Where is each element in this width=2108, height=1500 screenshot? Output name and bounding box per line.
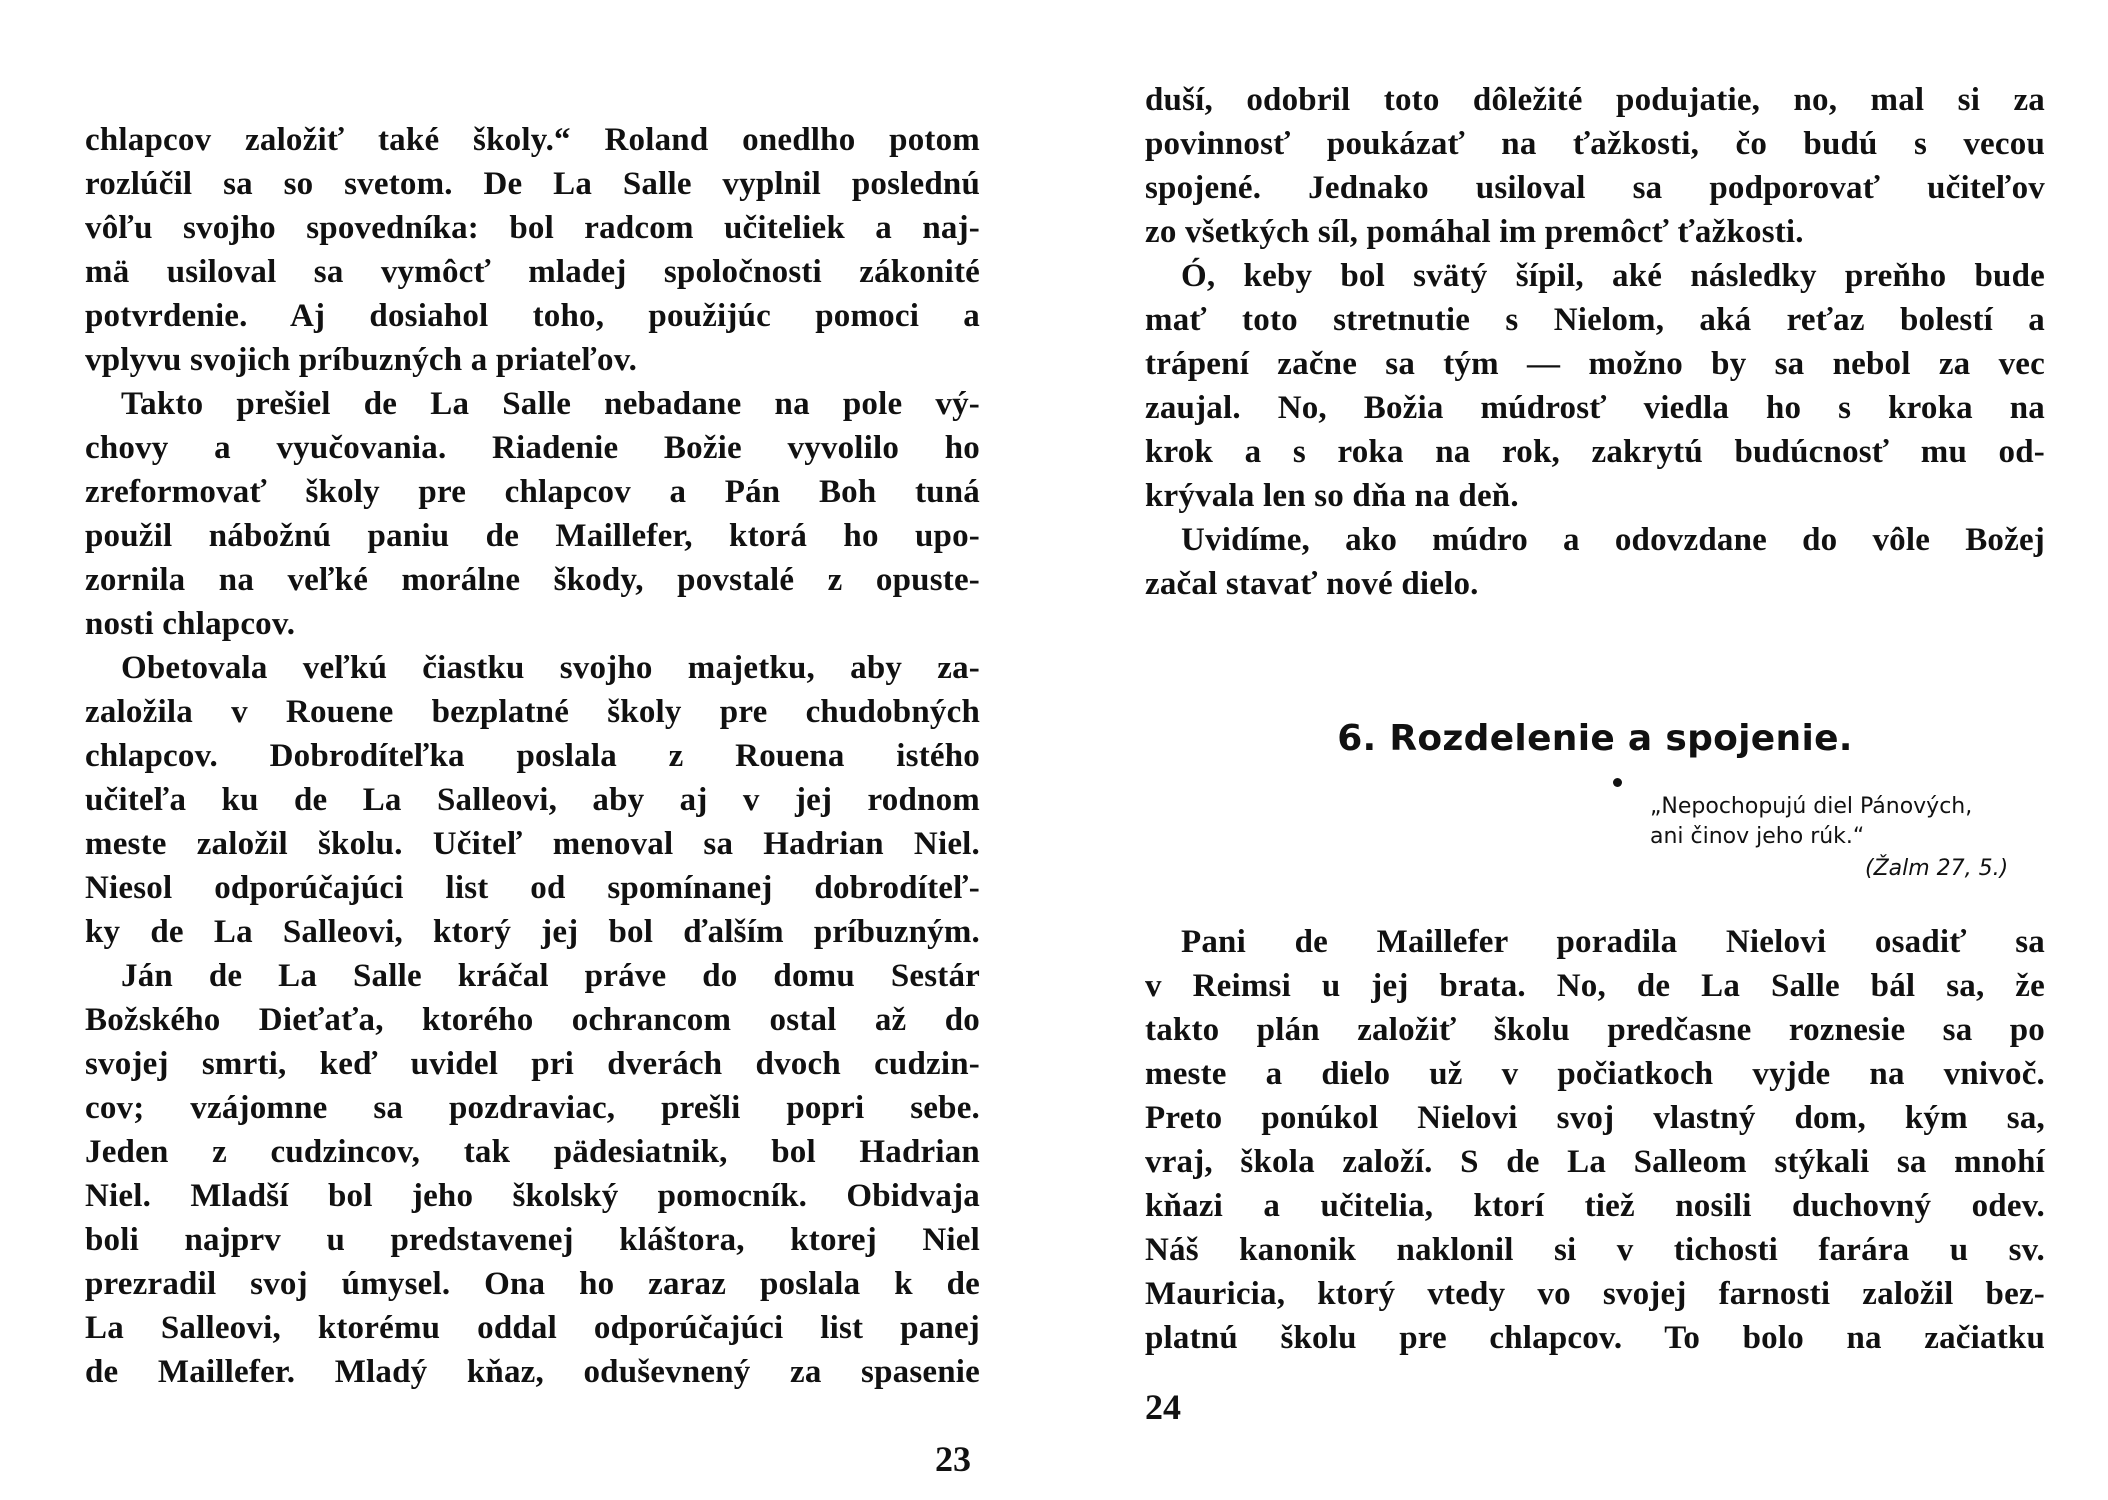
right-line-1: duší, odobril toto dôležité podujatie, no, mal si za [1145,82,2045,118]
chapter-heading: 6. Rozdelenie a spojenie. [1337,718,1853,759]
motto-line-1: „Nepochopujú diel Pánových, [1650,794,1973,819]
left-line-13: Obetovala veľkú čiastku svojho majetku, aby za- [121,650,980,686]
right-line-3: spojené. Jednako usiloval sa podporovať učiteľov [1145,170,2045,206]
left-line-26: boli najprv u predstavenej kláštora, ktorej Niel [85,1222,980,1258]
heading-ornament-dot [1613,778,1622,787]
right-line-12: začal stavať nové dielo. [1145,566,1479,602]
right-line-7: trápení začne sa tým — možno by sa nebol za vec [1145,346,2045,382]
right-line-5: Ó, keby bol svätý šípil, aké následky preňho bude [1181,258,2045,294]
left-line-21: Božského Dieťaťa, ktorého ochrancom ostal až do [85,1002,980,1038]
left-line-20: Ján de La Salle kráčal práve do domu Sestár [121,958,980,994]
page-number-left: 23 [935,1439,971,1479]
left-line-5: potvrdenie. Aj dosiahol toho, použijúc pomoci a [85,298,980,334]
right-line-21: Mauricia, ktorý vtedy vo svojej farnosti založil bez- [1145,1276,2045,1312]
left-line-16: učiteľa ku de La Salleovi, aby aj v jej rodnom [85,782,980,818]
right-line-19: kňazi a učitelia, ktorí tiež nosili duchovný odev. [1145,1188,2045,1224]
left-line-22: svojej smrti, keď uvidel pri dverách dvoch cudzin- [85,1046,980,1082]
left-line-28: La Salleovi, ktorému oddal odporúčajúci list panej [85,1310,980,1346]
right-line-4: zo všetkých síl, pomáhal im premôcť ťažkosti. [1145,214,1804,250]
right-line-16: meste a dielo už v počiatkoch vyjde na vnivoč. [1145,1056,2045,1092]
left-line-9: zreformovať školy pre chlapcov a Pán Boh tuná [85,474,980,510]
left-line-4: mä usiloval sa vymôcť mladej spoločnosti zákonité [85,254,980,290]
right-line-13: Pani de Maillefer poradila Nielovi osadiť sa [1181,924,2045,960]
right-line-18: vraj, škola založí. S de La Salleom stýkali sa mnohí [1145,1144,2045,1180]
left-line-18: Niesol odporúčajúci list od spomínanej dobrodíteľ- [85,870,980,906]
left-line-29: de Maillefer. Mladý kňaz, oduševnený za spasenie [85,1354,980,1390]
left-page [85,0,980,1500]
left-line-3: vôľu svojho spovedníka: bol radcom učiteliek a naj- [85,210,980,246]
left-line-25: Niel. Mladší bol jeho školský pomocník. Obidvaja [85,1178,980,1214]
right-line-6: mať toto stretnutie s Nielom, aká reťaz bolestí a [1145,302,2045,338]
right-line-14: v Reimsi u jej brata. No, de La Salle bál sa, že [1145,968,2045,1004]
left-line-15: chlapcov. Dobrodíteľka poslala z Rouena istého [85,738,980,774]
left-line-8: chovy a vyučovania. Riadenie Božie vyvolilo ho [85,430,980,466]
left-line-2: rozlúčil sa so svetom. De La Salle vyplnil poslednú [85,166,980,202]
right-line-22: platnú školu pre chlapcov. To bolo na začiatku [1145,1320,2045,1356]
right-line-15: takto plán založiť školu predčasne roznesie sa po [1145,1012,2045,1048]
left-line-10: použil nábožnú paniu de Maillefer, ktorá ho upo- [85,518,980,554]
right-line-11: Uvidíme, ako múdro a odovzdane do vôle Božej [1181,522,2045,558]
left-line-6: vplyvu svojich príbuzných a priateľov. [85,342,638,378]
right-line-17: Preto ponúkol Nielovi svoj vlastný dom, kým sa, [1145,1100,2045,1136]
left-line-12: nosti chlapcov. [85,606,296,642]
page-number-right: 24 [1145,1387,1181,1427]
left-line-23: cov; vzájomne sa pozdraviac, prešli popri sebe. [85,1090,980,1126]
left-line-14: založila v Rouene bezplatné školy pre chudobných [85,694,980,730]
left-line-11: zornila na veľké morálne škody, povstalé z opuste- [85,562,980,598]
left-line-7: Takto prešiel de La Salle nebadane na pole vý- [121,386,980,422]
right-line-2: povinnosť poukázať na ťažkosti, čo budú s vecou [1145,126,2045,162]
left-line-19: ky de La Salleovi, ktorý jej bol ďalším príbuzným. [85,914,980,950]
left-line-17: meste založil školu. Učiteľ menoval sa Hadrian Niel. [85,826,980,862]
right-line-9: krok a s roka na rok, zakrytú budúcnosť mu od- [1145,434,2045,470]
motto-reference: (Žalm 27, 5.) [1865,856,2009,881]
motto-line-2: ani činov jeho rúk.“ [1650,824,1865,849]
left-line-27: prezradil svoj úmysel. Ona ho zaraz poslala k de [85,1266,980,1302]
right-page [1145,0,2045,1500]
left-line-24: Jeden z cudzincov, tak pädesiatnik, bol Hadrian [85,1134,980,1170]
left-line-1: chlapcov založiť také školy.“ Roland onedlho potom [85,122,980,158]
right-line-10: krývala len so dňa na deň. [1145,478,1519,514]
right-line-8: zaujal. No, Božia múdrosť viedla ho s kroka na [1145,390,2045,426]
right-line-20: Náš kanonik naklonil si v tichosti farára u sv. [1145,1232,2045,1268]
